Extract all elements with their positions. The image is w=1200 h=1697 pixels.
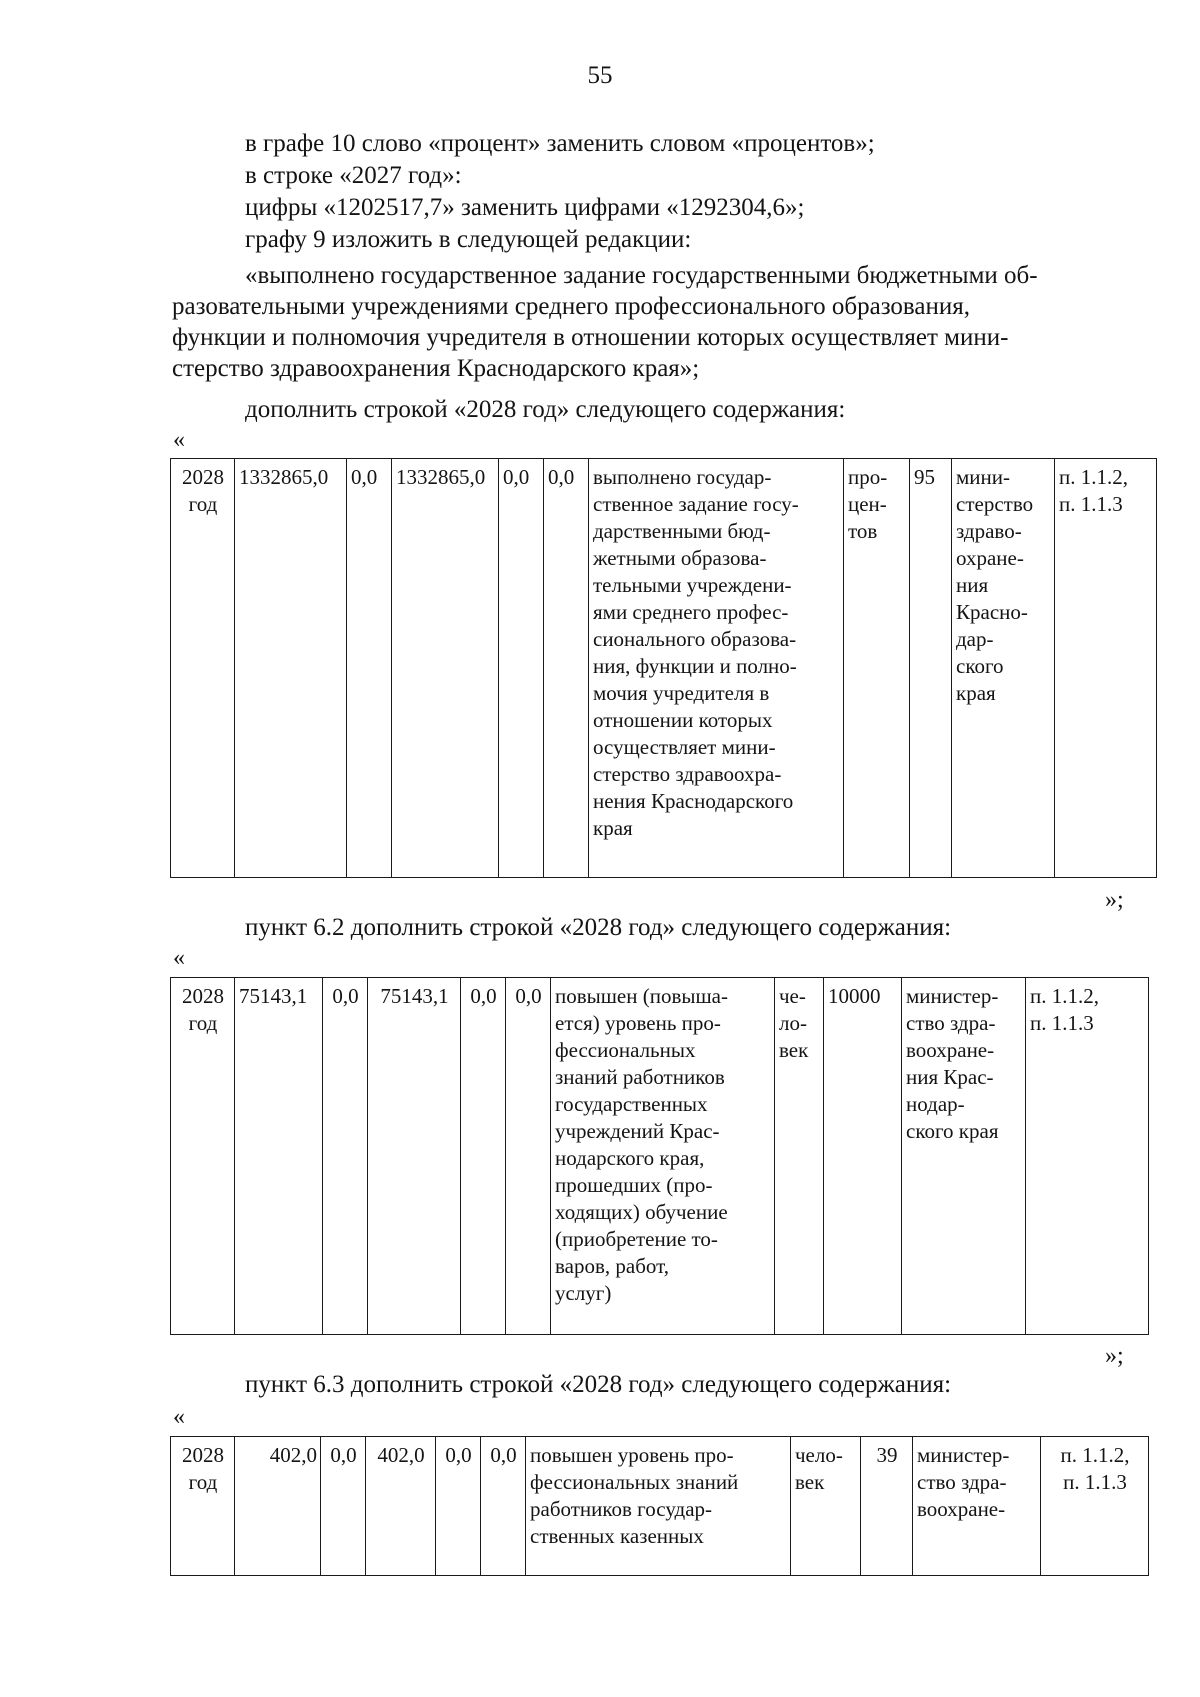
table-row-2028-item-6-1 [170,458,1157,878]
other-cell: 0,0 [544,459,589,878]
replacement-line: функции и полномочия учредителя в отношении которых осуществляет мини- [172,324,1009,351]
closing-quote: »; [1105,887,1124,913]
value-cell: 95 [910,459,952,878]
unit-cell: про- цен- тов [844,459,910,878]
year-cell: 2028 год [171,1437,235,1576]
unit-cell: че- ло- век [775,978,824,1335]
executor-cell: мини- стерство здраво- охране- ния Красно- дар- ского края [952,459,1055,878]
reference-cell: п. 1.1.2, п. 1.1.3 [1055,459,1157,878]
local-cell: 0,0 [499,459,544,878]
total-cell: 402,0 [235,1437,321,1576]
local-cell: 0,0 [436,1437,481,1576]
intro-line-2: в строке «2027 год»: [245,162,462,189]
result-cell: выполнено государ- ственное задание госу- дарственными бюд- жетными образова- тельными учреждени- ями среднего профес- сионального образова- ния, функции и полно- мочия учредителя в отношении которых осуществляет мини- стерство здравоохра- нения Краснодарского края [589,459,844,878]
executor-cell: министер- ство здра- воохране- ния Крас- нодар- ского края [902,978,1026,1335]
other-cell: 0,0 [481,1437,526,1576]
intro-line-5: дополнить строкой «2028 год» следующего содержания: [245,396,846,423]
intro-line-3: цифры «1202517,7» заменить цифрами «1292304,6»; [245,194,805,221]
replacement-line: разовательными учреждениями среднего профессионального образования, [172,293,970,320]
table-row-2028-item-6-2 [170,977,1149,1335]
opening-quote: « [173,1404,185,1430]
year-cell: 2028 год [171,459,235,878]
replacement-text [172,260,1156,384]
replacement-line: «выполнено государственное задание государственными бюджетными об- [245,262,1038,289]
year-cell: 2028 год [171,978,235,1335]
result-cell: повышен (повыша- ется) уровень про- фессиональных знаний работников государственных учреждений Крас- нодарского края, прошедших (про- ходящих) обучение (приобретение то- варов, работ, услуг) [551,978,775,1335]
page-number: 55 [587,62,613,89]
value-cell: 39 [861,1437,913,1576]
intro-line-4: графу 9 изложить в следующей редакции: [245,226,692,253]
item-6-3-instruction: пункт 6.3 дополнить строкой «2028 год» следующего содержания: [245,1371,952,1398]
reference-cell: п. 1.1.2, п. 1.1.3 [1026,978,1149,1335]
local-cell: 0,0 [461,978,506,1335]
opening-quote: « [173,427,185,453]
federal-cell: 0,0 [323,978,368,1335]
total-cell: 75143,1 [235,978,323,1335]
regional-cell: 1332865,0 [392,459,499,878]
federal-cell: 0,0 [347,459,392,878]
executor-cell: министер- ство здра- воохране- [913,1437,1041,1576]
federal-cell: 0,0 [321,1437,366,1576]
opening-quote: « [173,945,185,971]
other-cell: 0,0 [506,978,551,1335]
closing-quote: »; [1105,1343,1124,1369]
intro-line-1: в графе 10 слово «процент» заменить словом «процентов»; [245,130,875,157]
regional-cell: 402,0 [366,1437,436,1576]
result-cell: повышен уровень про- фессиональных знаний работников государ- ственных казенных [526,1437,791,1576]
regional-cell: 75143,1 [368,978,461,1335]
replacement-line: стерство здравоохранения Краснодарского края»; [172,355,700,382]
value-cell: 10000 [824,978,902,1335]
reference-cell: п. 1.1.2, п. 1.1.3 [1041,1437,1149,1576]
table-row-2028-item-6-3 [170,1436,1149,1576]
unit-cell: чело- век [791,1437,861,1576]
item-6-2-instruction: пункт 6.2 дополнить строкой «2028 год» следующего содержания: [245,914,952,941]
total-cell: 1332865,0 [235,459,347,878]
